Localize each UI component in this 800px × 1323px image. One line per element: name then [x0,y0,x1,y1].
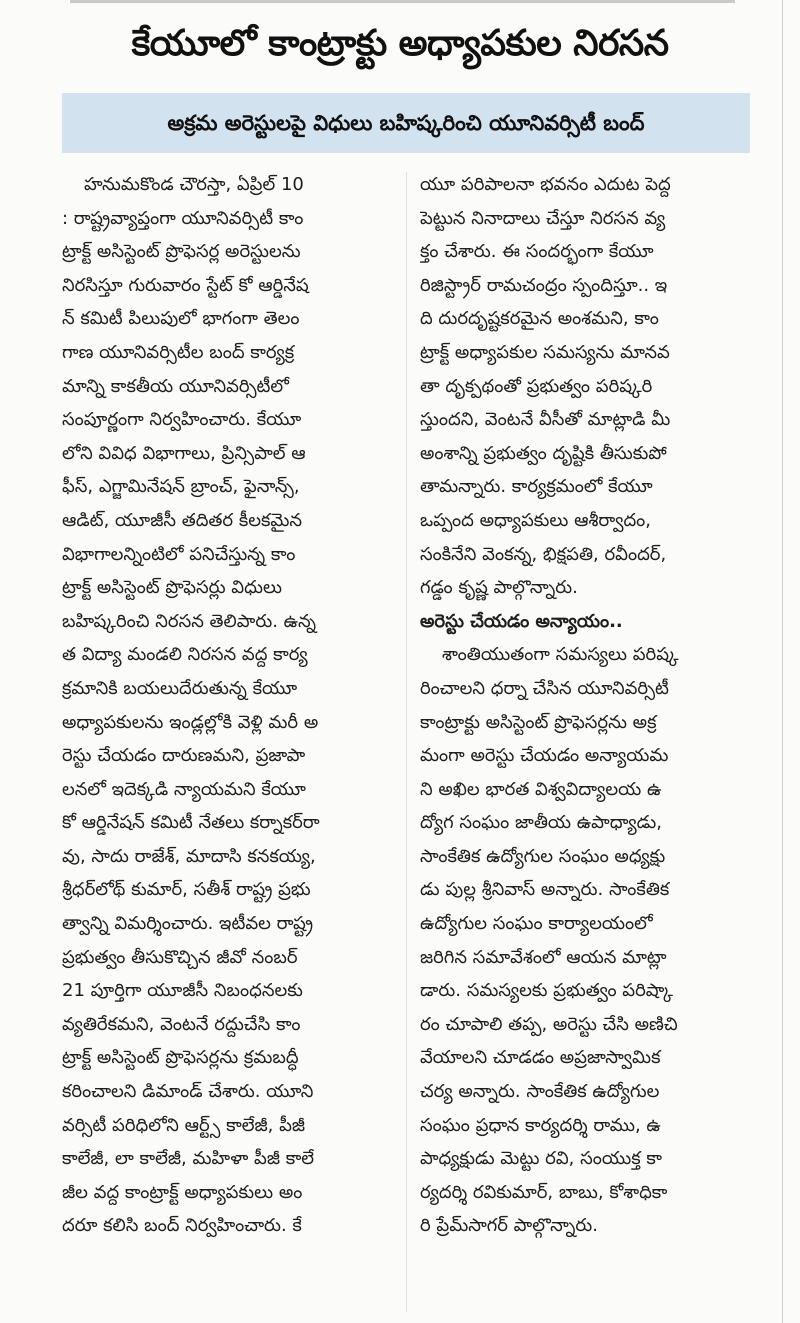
article-text-line: లనలో ఇదెక్కడి న్యాయమని కేయూ [62,778,306,800]
article-text-line: సంపూర్ణంగా నిర్వహించారు. కేయూ [62,409,302,431]
article-text-line: గాణ యూనివర్సిటీల బంద్ కార్యక్ర [62,341,295,363]
article-text-line: శాంతియుతంగా సమస్యలు పరిష్క [442,644,679,666]
article-text-line: జరిగిన సమావేశంలో ఆయన మాట్లా [420,946,667,968]
article-text-line: సాంకేతిక ఉద్యోగుల సంఘం అధ్యక్షు [420,845,666,867]
article-text-line: ట్రాక్ట్ అసిస్టెంట్ ప్రొఫెసర్లు విధులు [62,577,283,599]
article-text-line: కో ఆర్డినేషన్ కమిటీ నేతలు కర్నాకర్‌రా [62,812,320,834]
article-text-line: ఫీస్, ఎగ్జామినేషన్ బ్రాంచ్, ఫైనాన్స్, [62,476,300,498]
article-text-line: ట్రాక్ట్ అధ్యాపకుల సమస్యను మానవ [420,341,670,363]
article-text-line: శ్రీధర్‌లోథ్ కుమార్, సతీశ్ రాష్ట్ర ప్రభు [62,879,311,901]
article-text-line: తామన్నారు. కార్యక్రమంలో కేయూ [420,476,653,498]
article-text-line: డారు. సమస్యలకు ప్రభుత్వం పరిష్కా [420,980,673,1002]
article-text-line: బహిష్కరించి నిరసన తెలిపారు. ఉన్న [62,610,317,632]
article-text-line: తా దృక్పథంతో ప్రభుత్వం పరిష్కరి [420,375,653,397]
article-text-line: ది దురదృష్టకరమైన అంశమని, కాం [420,308,659,330]
article-text-line: ఆడిట్, యూజీసీ తదితర కీలకమైన [62,509,303,531]
article-text-line: ని అఖిల భారత విశ్వవిద్యాలయ ఉ [420,778,662,800]
article-text-line: అధ్యాపకులను ఇండ్లల్లోకి వెళ్లి మరీ అ [62,711,319,733]
article-text-line: ద్యోగ సంఘం జాతీయ ఉపాధ్యాడు, [420,812,662,834]
article-text-line: డు పుల్ల శ్రీనివాస్ అన్నారు. సాంకేతిక [420,879,670,901]
article-text-line: ప్రభుత్వం తీసుకొచ్చిన జీవో నంబర్ [62,946,298,968]
article-subheading: అరెస్టు చేయడం అన్యాయం.. [420,610,623,632]
article-text-line: రెస్టు చేయడం దారుణమని, ప్రజాపా [62,745,306,767]
article-text-line: రం చూపాలి తప్ప, అరెస్టు చేసి అణిచి [420,1013,678,1035]
article-text-line: వ్యతిరేకమని, వెంటనే రద్దుచేసి కాం [62,1013,301,1035]
article-text-line: కాలేజీ, లా కాలేజీ, మహిళా పీజీ కాలే [62,1148,315,1170]
article-text-line: క్తం చేశారు. ఈ సందర్భంగా కేయూ [420,241,654,263]
article-text-line: ట్రాక్ట్ అసిస్టెంట్ ప్రొఫెసర్ల అరెస్టులను [62,241,301,263]
article-text-line: న్ కమిటీ పిలుపులో భాగంగా తెలం [62,308,300,330]
right-border-rule [782,0,783,1323]
article-text-line: త విద్యా మండలి నిరసన వద్ద కార్య [62,644,308,666]
article-text-line: నిరసిస్తూ గురువారం స్టేట్ కో ఆర్డినేష [62,274,309,296]
top-rule [70,0,735,3]
article-column-left [62,168,394,1243]
article-text-line: 21 పూర్తిగా యూజీసీ నిబంధనలకు [62,980,303,1002]
article-text-line: త్వాన్ని విమర్శించారు. ఇటీవల రాష్ట్ర [62,913,314,935]
article-headline: కేయూలో కాంట్రాక్టు అధ్యాపకుల నిరసన [131,23,669,64]
article-text-line: లోని వివిధ విభాగాలు, ప్రిన్సిపాల్ ఆ [62,442,306,464]
article-text-line: వేయాలని చూడడం అప్రజాస్వామిక [420,1047,661,1069]
article-text-line: పాధ్యక్షుడు మెట్టు రవి, సంయుక్త కా [420,1148,662,1170]
article-text-line: సంకినేని వెంకన్న, భిక్షపతి, రవీందర్, [420,543,667,565]
article-text-line: రించాలని ధర్నా చేసిన యూనివర్సిటీ [420,677,669,699]
article-text-line: పెట్టున నినాదాలు చేస్తూ నిరసన వ్య [420,207,666,229]
article-text-line: హనుమకొండ చౌరస్తా, ఏప్రిల్ 10 [84,174,304,195]
article-text-line: వర్సిటీ పరిధిలోని ఆర్ట్స్ కాలేజీ, పీజీ [62,1114,306,1136]
article-text-line: మాన్ని కాకతీయ యూనివర్సిటీలో [62,375,289,397]
article-text-line: చర్య అన్నారు. సాంకేతిక ఉద్యోగుల [420,1081,660,1103]
article-text-line: గడ్డం కృష్ణ పాల్గొన్నారు. [420,577,578,599]
article-text-line: కాంట్రాక్టు అసిస్టెంట్ ప్రొఫెసర్లను అక్ర [420,711,657,733]
article-text-line: జీల వద్ద కాంట్రాక్ట్ అధ్యాపకులు అం [62,1181,303,1203]
article-subheadline: అక్రమ అరెస్టులపై విధులు బహిష్కరించి యూనివర్సిటీ బంద్ [167,111,645,135]
article-text-line: మంగా అరెస్టు చేయడం అన్యాయమ [420,745,669,767]
article-text-line: : రాష్ట్రవ్యాప్తంగా యూనివర్సిటీ కాం [62,207,304,229]
article-text-line: యూ పరిపాలనా భవనం ఎదుట పెద్ద [420,174,671,195]
article-text-line: దరూ కలిసి బంద్ నిర్వహించారు. కే [62,1215,302,1237]
article-text-line: విభాగాలన్నింటిలో పనిచేస్తున్న కాం [62,543,296,565]
article-text-line: రి ప్రేమ్‌సాగర్ పాల్గొన్నారు. [420,1215,598,1237]
article-text-line: సంఘం ప్రధాన కార్యదర్శి రాము, ఉ [420,1114,661,1136]
column-divider [406,172,407,1312]
article-column-right [420,168,760,1243]
article-text-line: క్రమానికి బయలుదేరుతున్న కేయూ [62,677,298,699]
article-text-line: వు, సాదు రాజేశ్, మాదాసి కనకయ్య, [62,845,316,867]
article-text-line: స్తుందని, వెంటనే వీసీతో మాట్లాడి మీ [420,409,671,431]
article-text-line: ఉద్యోగుల సంఘం కార్యాలయంలో [420,913,653,935]
article-text-line: కరించాలని డిమాండ్ చేశారు. యూని [62,1081,314,1103]
article-text-line: అంశాన్ని ప్రభుత్వం దృష్టికి తీసుకుపో [420,442,667,464]
article-text-line: రిజిస్ట్రార్ రామచంద్రం స్పందిస్తూ.. ఇ [420,274,668,296]
article-text-line: ఒప్పంద అధ్యాపకులు ఆశీర్వాదం, [420,509,652,531]
article-text-line: ర్యదర్శి రవికుమార్, బాబు, కోశాధికా [420,1181,668,1203]
article-text-line: ట్రాక్ట్ అసిస్టెంట్ ప్రొఫెసర్లను క్రమబద్ధీ [62,1047,299,1069]
